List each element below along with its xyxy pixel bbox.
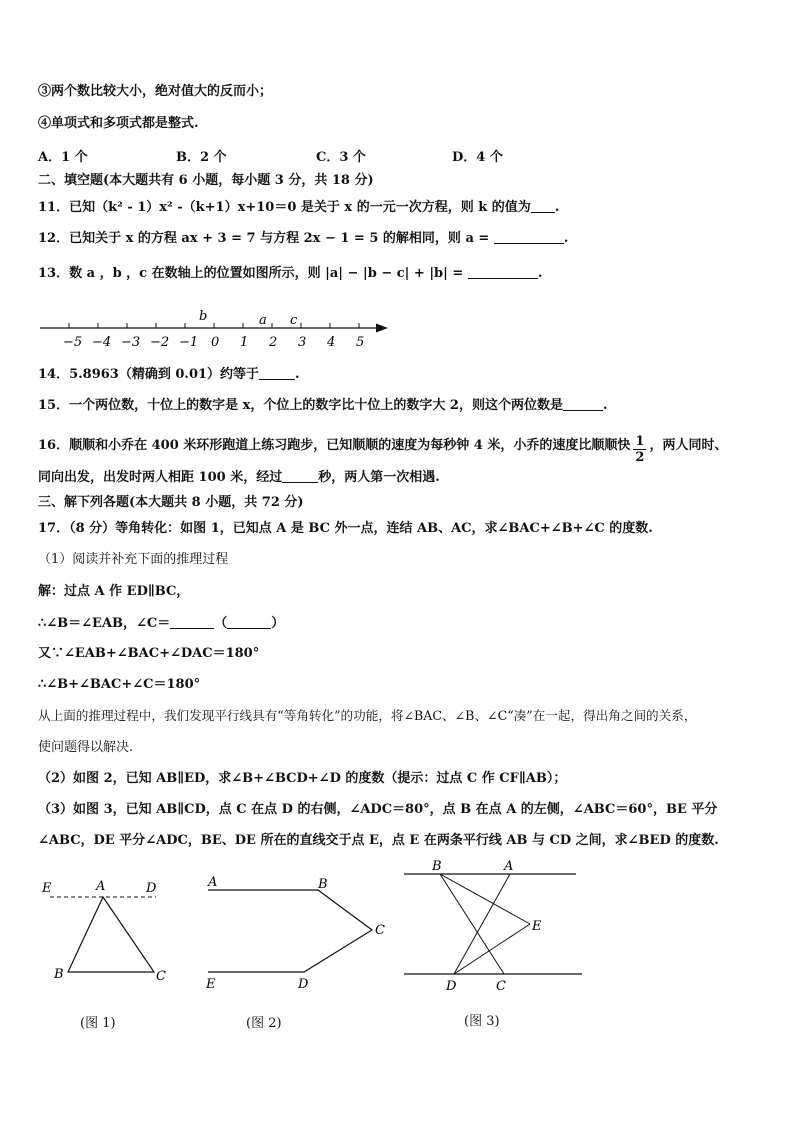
- statement-4: ④单项式和多项式都是整式.: [38, 116, 199, 131]
- question-16-text: 16．顺顺和小乔在 400 米环形跑道上练习跑步，已知顺顺的速度为每秒钟 4 米，小乔的速度比顺顺快: [38, 438, 631, 453]
- question-13: [38, 264, 774, 283]
- tick-label: 2: [269, 335, 278, 350]
- question-11: [38, 198, 774, 217]
- answer-blank: [468, 264, 538, 279]
- question-14-end: .: [295, 367, 300, 382]
- triangle-abc: [68, 897, 154, 972]
- answer-blank: [531, 198, 555, 213]
- answer-blank: [170, 614, 214, 629]
- answer-blank: [282, 468, 318, 483]
- tick-label: −3: [121, 335, 141, 350]
- point-b-label: B: [54, 967, 64, 982]
- point-d-label: D: [298, 977, 309, 992]
- question-12-end: .: [563, 231, 569, 246]
- tick-label: 4: [327, 335, 336, 350]
- question-16-end: 秒，两人第一次相遇.: [318, 470, 440, 485]
- figure-2-caption: (图 2): [246, 1016, 282, 1031]
- option-d: D．4 个: [452, 150, 503, 165]
- question-16-line-1: [38, 434, 774, 465]
- point-d-label: D: [446, 979, 457, 994]
- figure-1-caption: (图 1): [80, 1016, 116, 1031]
- question-13-text: 13．数 a ，b ，c 在数轴上的位置如图所示，则 |a| − |b − c| + |b| =: [38, 266, 464, 281]
- fraction-one-half: [633, 434, 646, 465]
- solution-note-1: 从上面的推理过程中，我们发现平行线具有“等角转化”的功能，将∠BAC、∠B、∠C“凑”在一起，得出角之间的关系，: [38, 708, 697, 723]
- step-1-text: ∴∠B＝∠EAB，∠C＝: [38, 616, 171, 631]
- step-1-paren-open: （: [214, 616, 228, 631]
- segment-be: [440, 874, 530, 924]
- tick-label: −4: [92, 335, 112, 350]
- question-17-part-3a: （3）如图 3，已知 AB∥CD，点 C 在点 D 的右侧，∠ADC＝80°，点 B 在点 A 的左侧，∠ABC＝60°，BE 平分: [38, 802, 718, 817]
- point-e-label: E: [532, 919, 542, 934]
- question-14-text: 14．5.8963（精确到 0.01）约等于: [38, 367, 260, 382]
- point-c-label: C: [156, 969, 166, 984]
- question-17-part-1: （1）阅读并补充下面的推理过程: [38, 552, 229, 567]
- question-12-text: 12．已知关于 x 的方程 ax + 3 = 7 与方程 2x − 1 = 5 的解相同，则 a =: [38, 231, 490, 246]
- path-abcde: [208, 890, 372, 972]
- question-12: [38, 229, 774, 248]
- segment-ad: [454, 874, 510, 974]
- point-a-label: A: [96, 879, 106, 894]
- solution-intro: 解：过点 A 作 ED∥BC，: [38, 584, 190, 599]
- option-a: A．1 个: [38, 150, 88, 165]
- fraction-numerator: 1: [635, 434, 645, 449]
- solution-step-1: [38, 614, 774, 633]
- question-15-text: 15．一个两位数，十位上的数字是 x，个位上的数字比十位上的数字大 2，则这个两位数是: [38, 398, 563, 413]
- tick-label: −5: [63, 335, 83, 350]
- point-c-label: C: [375, 923, 385, 938]
- figure-1: [38, 872, 178, 992]
- question-17-part-2: （2）如图 2，已知 AB∥ED，求∠B+∠BCD+∠D 的度数（提示：过点 C 作 CF∥AB）；: [38, 771, 567, 786]
- figure-3: [400, 856, 590, 996]
- point-d-label: D: [146, 881, 157, 896]
- point-b-label: b: [199, 309, 208, 324]
- question-17-part-3b: ∠ABC，DE 平分∠ADC，BE、DE 所在的直线交于点 E，点 E 在两条平行线 AB 与 CD 之间，求∠BED 的度数.: [38, 833, 719, 848]
- point-e-label: E: [206, 977, 216, 992]
- question-17-stem: 17．（8 分）等角转化：如图 1，已知点 A 是 BC 外一点，连结 AB、AC，求∠BAC+∠B+∠C 的度数.: [38, 521, 653, 536]
- option-b: B．2 个: [176, 150, 227, 165]
- point-a-label: A: [208, 875, 218, 890]
- point-a-label: a: [259, 313, 267, 328]
- question-11-text: 11．已知（k² - 1）x² -（k+1）x+10＝0 是关于 x 的一元一次方程，则 k 的值为: [38, 200, 531, 215]
- segment-bc: [440, 874, 504, 974]
- tick-label: −2: [150, 335, 170, 350]
- arrow-head-icon: [376, 324, 388, 333]
- option-c: C．3 个: [316, 150, 366, 165]
- tick-label: 0: [211, 335, 220, 350]
- segment-de: [454, 924, 530, 974]
- tick-label: 5: [356, 335, 365, 350]
- statement-3: ③两个数比较大小，绝对值大的反而小；: [38, 84, 273, 99]
- question-11-end: .: [554, 200, 560, 215]
- tick-label: 3: [298, 335, 307, 350]
- solution-step-2: 又∵∠EAB+∠BAC+∠DAC＝180°: [38, 646, 260, 661]
- solution-step-3: ∴∠B+∠BAC+∠C＝180°: [38, 677, 201, 692]
- section-2-title: 二、填空题(本大题共有 6 小题，每小题 3 分，共 18 分): [38, 173, 374, 188]
- answer-blank: [563, 396, 603, 411]
- figure-3-caption: (图 3): [464, 1014, 500, 1029]
- reason-blank: [227, 614, 271, 629]
- question-13-end: .: [537, 266, 543, 281]
- answer-blank: [494, 229, 564, 244]
- step-1-paren-close: ）: [271, 616, 285, 631]
- section-3-title: 三、解下列各题(本大题共 8 小题，共 72 分): [38, 495, 304, 510]
- question-15-end: .: [602, 398, 608, 413]
- point-c-label: c: [290, 313, 298, 328]
- fraction-denominator: 2: [635, 450, 645, 465]
- answer-blank: [259, 365, 295, 380]
- solution-note-2: 使问题得以解决.: [38, 740, 134, 755]
- question-14: [38, 365, 774, 384]
- question-16-text-2: 同向出发，出发时两人相距 100 米，经过: [38, 470, 283, 485]
- point-b-label: B: [432, 859, 442, 874]
- point-c-label: C: [496, 979, 506, 994]
- point-e-label: E: [42, 881, 52, 896]
- question-16-line-2: [38, 468, 774, 487]
- tick-label: −1: [179, 335, 199, 350]
- point-b-label: B: [318, 877, 328, 892]
- number-line-figure: [36, 306, 396, 350]
- question-15: [38, 396, 774, 415]
- tick-label: 1: [240, 335, 249, 350]
- point-a-label: A: [504, 859, 514, 874]
- figure-2: [200, 872, 400, 997]
- question-16-text-cont: ，两人同时、: [649, 438, 728, 453]
